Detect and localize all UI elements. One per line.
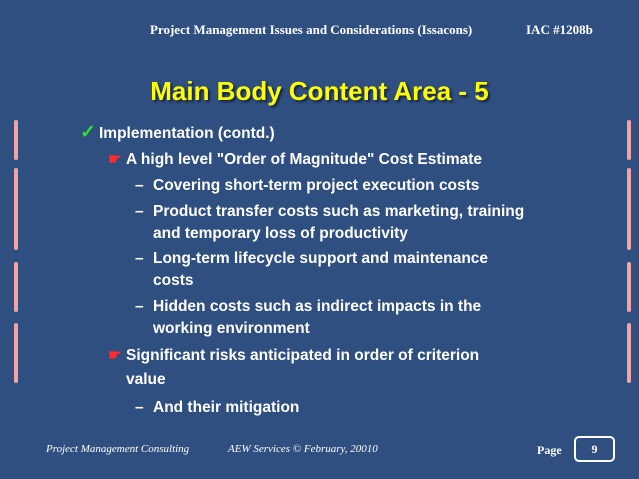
slide-footer: [0, 443, 639, 463]
dash-bullet: –: [135, 203, 144, 220]
page-number-box: 9: [574, 436, 615, 462]
left-decor-bar: [14, 120, 18, 160]
page-label: Page: [537, 443, 562, 457]
footer-copyright: AEW Services © February, 20010: [228, 443, 378, 455]
slide-header: [0, 22, 639, 42]
bullet-level3: Hidden costs such as indirect impacts in the: [153, 298, 482, 315]
pointing-hand-icon: ☛: [108, 151, 122, 168]
right-decor-bar: [627, 168, 631, 250]
bullet-level2-continuation: value: [126, 371, 166, 388]
right-decor-bar: [627, 262, 631, 312]
bullet-level3: And their mitigation: [153, 399, 300, 416]
bullet-level2: A high level "Order of Magnitude" Cost Estimate: [126, 151, 483, 168]
header-code: IAC #1208b: [526, 22, 593, 37]
right-decor-bar: [627, 323, 631, 383]
header-title: Project Management Issues and Considerations (Issacons): [150, 22, 473, 37]
left-decor-bar: [14, 323, 18, 383]
dash-bullet: –: [135, 250, 144, 267]
dash-bullet: –: [135, 298, 144, 315]
left-decor-bar: [14, 168, 18, 250]
right-decor-bar: [627, 120, 631, 160]
slide-title: Main Body Content Area - 5: [150, 76, 489, 106]
dash-bullet: –: [135, 177, 144, 194]
dash-bullet: –: [135, 399, 144, 416]
pointing-hand-icon: ☛: [108, 347, 122, 364]
bullet-level3-continuation: costs: [153, 272, 194, 289]
footer-company: Project Management Consulting: [46, 443, 190, 455]
bullet-level3-continuation: and temporary loss of productivity: [153, 225, 408, 242]
check-icon: ✓: [80, 122, 96, 143]
bullet-level3: Long-term lifecycle support and maintenance: [153, 250, 489, 267]
bullet-level1: Implementation (contd.): [99, 125, 275, 142]
bullet-level3: Covering short-term project execution costs: [153, 177, 480, 194]
left-decor-bar: [14, 262, 18, 312]
bullet-level2: Significant risks anticipated in order of criterion: [126, 347, 480, 364]
bullet-level3: Product transfer costs such as marketing, training: [153, 203, 525, 220]
bullet-level3-continuation: working environment: [153, 320, 310, 337]
